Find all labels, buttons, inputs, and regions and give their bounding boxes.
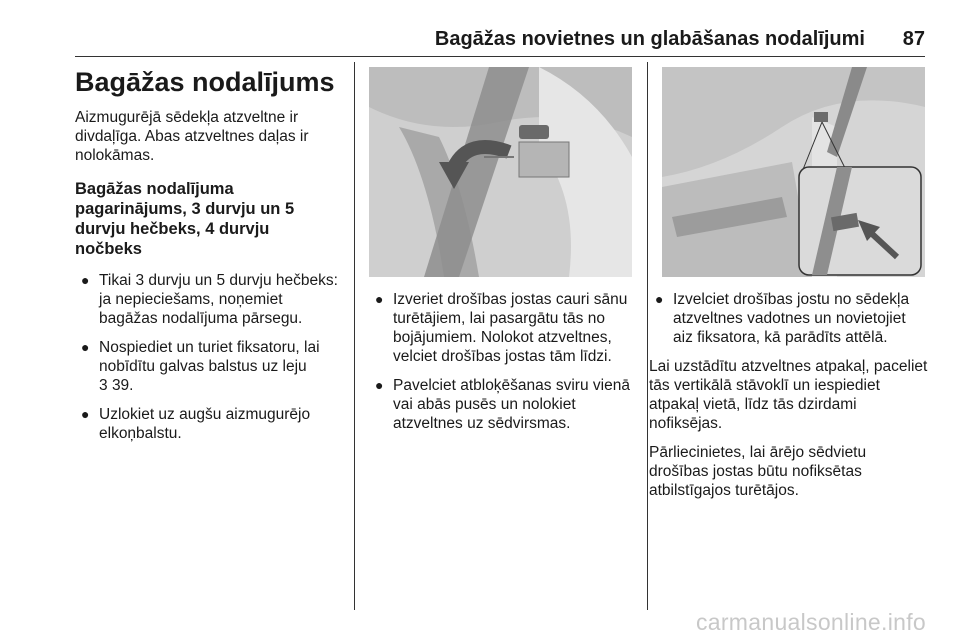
section-heading: Bagāžas nodalījums [75, 67, 335, 97]
bullet-icon: ● [81, 339, 90, 355]
body-paragraph: Lai uzstādītu atzveltnes atpakaļ, paceliet tās vertikālā stāvoklī un iespiediet atpakaļ vietā, līdz tās dzirdami nofiksējas. [649, 358, 928, 432]
body-paragraph: Pārliecinietes, lai ārējo sēdvietu drošības jostas būtu nofiksētas atbilstīgajos turētājos. [649, 444, 867, 499]
list-item [75, 271, 340, 328]
seat-belt-guide-illustration [369, 67, 632, 277]
list-item [75, 338, 340, 395]
cross-reference-link[interactable] [99, 377, 134, 394]
list-item [369, 376, 634, 433]
list-item-text: Izveriet drošības jostas cauri sānu turētājiem, lai pasargātu tās no bojājumiem. Nolokot atzveltnes, velciet drošības jostas tām līdzi. [393, 291, 628, 365]
bullet-icon: ● [81, 272, 90, 288]
subsection-heading: Bagāžas nodalījuma pagarinājums, 3 durvju un 5 durvju hečbeks, 4 durvju nočbeks [75, 180, 295, 258]
list-item [75, 405, 340, 443]
column-2 [369, 290, 634, 443]
col2-bullet-list [369, 290, 634, 433]
intro-paragraph: Aizmugurējā sēdekļa atzveltne ir divdaļīga. Abas atzveltnes daļas ir nolokāmas. [75, 109, 309, 164]
list-item-text: Nospiediet un turiet fiksatoru, lai nobīdītu galvas balstus uz leju [99, 339, 320, 375]
bullet-icon: ● [375, 291, 384, 307]
reference-arrow-icon: 3 [99, 377, 108, 394]
list-item [369, 290, 634, 366]
bullet-icon: ● [655, 291, 664, 307]
col1-bullet-list [75, 271, 340, 443]
reference-page: 39. [111, 377, 134, 394]
col3-bullet-list [649, 290, 929, 347]
bullet-icon: ● [375, 377, 384, 393]
belt-retainer-illustration [662, 67, 925, 277]
column-1 [75, 62, 340, 453]
page-number: 87 [902, 28, 925, 50]
list-item-text: Uzlokiet uz augšu aizmugurējo elkoņbalstu. [99, 406, 311, 442]
list-item [649, 290, 929, 347]
list-item-text: Izvelciet drošības jostu no sēdekļa atzveltnes vadotnes un novietojiet aiz fiksatora, kā parādīts attēlā. [673, 291, 910, 346]
bullet-icon: ● [81, 406, 90, 422]
column-divider-2 [647, 62, 648, 610]
list-item-text: Tikai 3 durvju un 5 durvju hečbeks: ja nepieciešams, noņemiet bagāžas nodalījuma pārsegu. [99, 272, 338, 327]
page-header [75, 26, 925, 57]
watermark: carmanualsonline.info [695, 609, 926, 635]
page-header-title: Bagāžas novietnes un glabāšanas nodalījumi [434, 28, 865, 50]
column-3 [649, 290, 929, 510]
list-item-text: Pavelciet atbloķēšanas sviru vienā vai abās pusēs un nolokiet atzveltnes uz sēdvirsmas. [393, 377, 630, 432]
column-divider-1 [354, 62, 355, 610]
